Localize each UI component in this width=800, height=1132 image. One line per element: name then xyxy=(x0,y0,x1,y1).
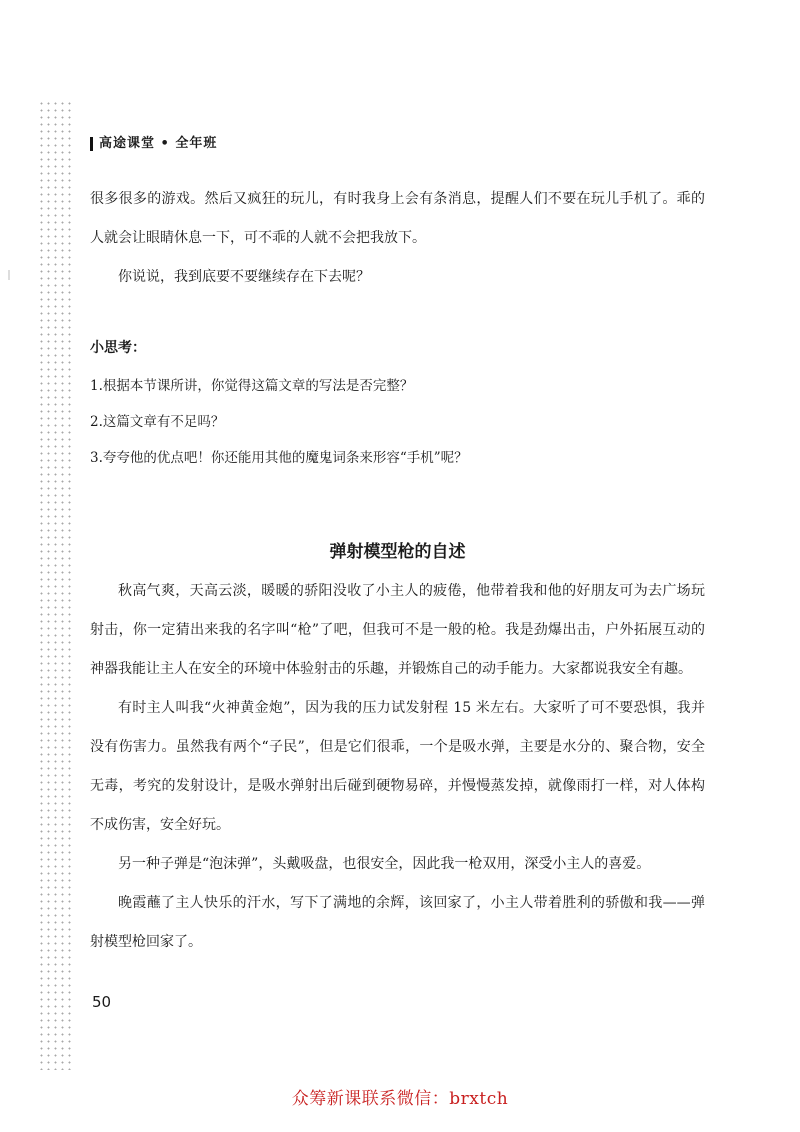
previous-question-paragraph: 你说说，我到底要不要继续存在下去呢？ xyxy=(118,269,370,285)
article-title: 弹射模型枪的自述 xyxy=(329,542,466,562)
previous-paragraph: 很多很多的游戏。然后又疯狂的玩儿，有时我身上会有条消息，提醒人们不要在玩儿手机了。乖的人就会让眼睛休息一下，可不乖的人就不会把我放下。 xyxy=(90,191,705,246)
article-paragraph: 另一种子弹是“泡沫弹”，头戴吸盘，也很安全，因此我一枪双用，深受小主人的喜爱。 xyxy=(118,856,651,872)
scan-edge-mark xyxy=(8,270,10,280)
think-question: 3.夸夸他的优点吧！你还能用其他的魔鬼词条来形容“手机”呢？ xyxy=(90,450,468,466)
binding-dot-margin xyxy=(38,100,72,1070)
think-question: 1.根据本节课所讲，你觉得这篇文章的写法是否完整？ xyxy=(90,378,414,394)
article-paragraph: 有时主人叫我“火神黄金炮”，因为我的压力试发射程 15 米左右。大家听了可不要恐惧，我并没有伤害力。虽然我有两个“子民”，但是它们很乖，一个是吸水弹，主要是水分的、聚合物，安全无毒，考究的发射设计，是吸水弹射出后碰到硬物易碎，并慢慢蒸发掉，就像雨打一样，对人体构不成伤害，安全好玩。 xyxy=(90,700,705,833)
watermark-text: 众筹新课联系微信：brxtch xyxy=(291,1089,509,1109)
running-header: 高途课堂 • 全年班 xyxy=(90,137,217,151)
article-paragraph: 秋高气爽，天高云淡，暖暖的骄阳没收了小主人的疲倦，他带着我和他的好朋友可为去广场玩射击，你一定猜出来我的名字叫“枪”了吧，但我可不是一般的枪。我是劲爆出击，户外拓展互动的神器我能让主人在安全的环境中体验射击的乐趣，并锻炼自己的动手能力。大家都说我安全有趣。 xyxy=(90,583,705,677)
page-number: 50 xyxy=(92,993,112,1011)
think-question: 2.这篇文章有不足吗？ xyxy=(90,414,225,430)
think-section-title: 小思考： xyxy=(90,340,146,356)
page-content xyxy=(90,180,705,962)
article-paragraph: 晚霞蘸了主人快乐的汗水，写下了满地的余辉，该回家了，小主人带着胜利的骄傲和我——弹射模型枪回家了。 xyxy=(90,895,705,950)
